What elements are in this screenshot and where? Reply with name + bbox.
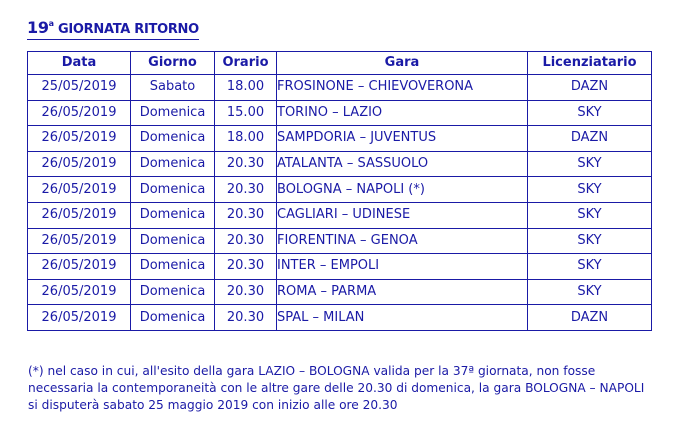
time-cell: 15.00	[215, 100, 277, 126]
match-cell: ATALANTA – SASSUOLO	[277, 151, 528, 177]
table-row	[28, 228, 652, 254]
licensee-cell: SKY	[528, 254, 652, 280]
date-cell: 26/05/2019	[28, 228, 131, 254]
match-cell: CAGLIARI – UDINESE	[277, 202, 528, 228]
time-cell: 20.30	[215, 202, 277, 228]
table-row	[28, 177, 652, 203]
match-cell: FROSINONE – CHIEVOVERONA	[277, 75, 528, 101]
table-row	[28, 75, 652, 101]
licensee-cell: SKY	[528, 100, 652, 126]
header-day: Giorno	[131, 52, 215, 75]
date-cell: 26/05/2019	[28, 100, 131, 126]
header-time: Orario	[215, 52, 277, 75]
time-cell: 20.30	[215, 254, 277, 280]
time-cell: 18.00	[215, 126, 277, 152]
match-cell: BOLOGNA – NAPOLI (*)	[277, 177, 528, 203]
day-cell: Domenica	[131, 254, 215, 280]
time-cell: 20.30	[215, 228, 277, 254]
date-cell: 25/05/2019	[28, 75, 131, 101]
day-cell: Domenica	[131, 228, 215, 254]
table-row	[28, 279, 652, 305]
page-title	[27, 16, 199, 40]
licensee-cell: DAZN	[528, 126, 652, 152]
licensee-cell: SKY	[528, 151, 652, 177]
date-cell: 26/05/2019	[28, 202, 131, 228]
match-cell: ROMA – PARMA	[277, 279, 528, 305]
match-cell: SPAL – MILAN	[277, 305, 528, 331]
date-cell: 26/05/2019	[28, 279, 131, 305]
round-number: 19	[27, 18, 49, 37]
table-row	[28, 126, 652, 152]
licensee-cell: DAZN	[528, 75, 652, 101]
table-row	[28, 254, 652, 280]
header-row	[28, 52, 652, 75]
date-cell: 26/05/2019	[28, 305, 131, 331]
table-row	[28, 151, 652, 177]
date-cell: 26/05/2019	[28, 126, 131, 152]
table-row	[28, 202, 652, 228]
header-match: Gara	[277, 52, 528, 75]
match-cell: TORINO – LAZIO	[277, 100, 528, 126]
table-row	[28, 100, 652, 126]
licensee-cell: SKY	[528, 202, 652, 228]
licensee-cell: SKY	[528, 279, 652, 305]
day-cell: Domenica	[131, 151, 215, 177]
round-label: GIORNATA RITORNO	[58, 22, 199, 37]
match-cell: SAMPDORIA – JUVENTUS	[277, 126, 528, 152]
licensee-cell: SKY	[528, 228, 652, 254]
day-cell: Domenica	[131, 305, 215, 331]
day-cell: Domenica	[131, 100, 215, 126]
time-cell: 18.00	[215, 75, 277, 101]
licensee-cell: DAZN	[528, 305, 652, 331]
schedule-table	[27, 51, 652, 331]
match-cell: FIORENTINA – GENOA	[277, 228, 528, 254]
day-cell: Domenica	[131, 126, 215, 152]
time-cell: 20.30	[215, 305, 277, 331]
licensee-cell: SKY	[528, 177, 652, 203]
table-row	[28, 305, 652, 331]
day-cell: Domenica	[131, 279, 215, 305]
date-cell: 26/05/2019	[28, 151, 131, 177]
match-cell: INTER – EMPOLI	[277, 254, 528, 280]
header-date: Data	[28, 52, 131, 75]
footnote: (*) nel caso in cui, all'esito della gara LAZIO – BOLOGNA valida per la 37ª giornata, non fosse necessaria la contemporaneità con le altre gare delle 20.30 di domenica, la gara BOLOGNA – NAPOLI si disputerà sabato 25 maggio 2019 con inizio alle ore 20.30	[28, 364, 645, 412]
time-cell: 20.30	[215, 151, 277, 177]
time-cell: 20.30	[215, 177, 277, 203]
date-cell: 26/05/2019	[28, 254, 131, 280]
ordinal-superscript: a	[48, 19, 54, 28]
header-licensee: Licenziatario	[528, 52, 652, 75]
day-cell: Domenica	[131, 177, 215, 203]
date-cell: 26/05/2019	[28, 177, 131, 203]
day-cell: Domenica	[131, 202, 215, 228]
day-cell: Sabato	[131, 75, 215, 101]
time-cell: 20.30	[215, 279, 277, 305]
